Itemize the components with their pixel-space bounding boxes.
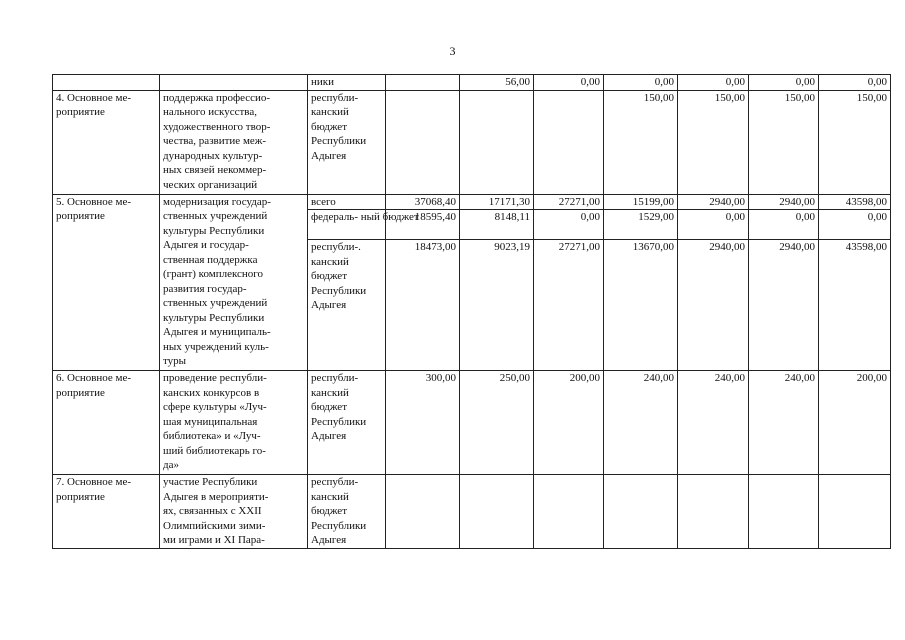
value-cell: 2940,00 [678, 194, 749, 210]
value-cell: 37068,40 [386, 194, 460, 210]
value-cell [386, 90, 460, 194]
table-row-activity-4 [53, 90, 891, 194]
value-cell: 27271,00 [534, 240, 604, 371]
source-cell: федераль- ный бюджет [308, 210, 386, 240]
name-cell: 5. Основное ме- роприятие [53, 194, 160, 371]
value-cell: 18595,40 [386, 210, 460, 240]
table-row-activity-7 [53, 475, 891, 549]
name-cell: 6. Основное ме- роприятие [53, 371, 160, 475]
value-cell [534, 475, 604, 549]
value-cell: 8148,11 [460, 210, 534, 240]
value-cell: 0,00 [534, 75, 604, 91]
value-cell: 150,00 [604, 90, 678, 194]
value-cell: 240,00 [749, 371, 819, 475]
value-cell: 300,00 [386, 371, 460, 475]
value-cell: 43598,00 [819, 240, 891, 371]
value-cell: 0,00 [534, 210, 604, 240]
value-cell: 13670,00 [604, 240, 678, 371]
value-cell [819, 475, 891, 549]
value-cell [678, 475, 749, 549]
source-cell: республи- канский бюджет Республики Адыгея [308, 90, 386, 194]
value-cell: 150,00 [678, 90, 749, 194]
description-cell: модернизация государ- ственных учреждений культуры Республики Адыгея и государ- ственная поддержка (грант) комплексного развития государ- ственных учреждений культуры Республики Адыгея и муниципаль- ных учреждений куль- туры [160, 194, 308, 371]
description-cell [160, 75, 308, 91]
table-row-continued [53, 75, 891, 91]
value-cell: 2940,00 [749, 240, 819, 371]
value-cell: 0,00 [819, 75, 891, 91]
value-cell: 0,00 [678, 210, 749, 240]
value-cell: 240,00 [604, 371, 678, 475]
table-row-activity-6 [53, 371, 891, 475]
value-cell: 0,00 [819, 210, 891, 240]
name-cell [53, 75, 160, 91]
value-cell: 1529,00 [604, 210, 678, 240]
value-cell: 0,00 [749, 75, 819, 91]
value-cell: 15199,00 [604, 194, 678, 210]
source-cell: республи-. канский бюджет Республики Адыгея [308, 240, 386, 371]
value-cell: 0,00 [604, 75, 678, 91]
description-cell: проведение республи- канских конкурсов в сфере культуры «Луч- шая муниципальная библиотека» и «Луч- ший библиотекарь го- да» [160, 371, 308, 475]
budget-table [52, 74, 891, 549]
value-cell: 0,00 [678, 75, 749, 91]
value-cell: 150,00 [819, 90, 891, 194]
value-cell: 250,00 [460, 371, 534, 475]
value-cell [460, 90, 534, 194]
value-cell: 17171,30 [460, 194, 534, 210]
source-cell: республи- канский бюджет Республики Адыгея [308, 371, 386, 475]
value-cell: 9023,19 [460, 240, 534, 371]
name-cell: 7. Основное ме- роприятие [53, 475, 160, 549]
value-cell: 43598,00 [819, 194, 891, 210]
value-cell: 240,00 [678, 371, 749, 475]
value-cell: 27271,00 [534, 194, 604, 210]
value-cell: 56,00 [460, 75, 534, 91]
source-cell: республи- канский бюджет Республики Адыгея [308, 475, 386, 549]
name-cell: 4. Основное ме- роприятие [53, 90, 160, 194]
source-cell: всего [308, 194, 386, 210]
value-cell: 0,00 [749, 210, 819, 240]
value-cell: 18473,00 [386, 240, 460, 371]
value-cell [749, 475, 819, 549]
value-cell: 2940,00 [678, 240, 749, 371]
table-row-activity-5-total [53, 194, 891, 210]
value-cell: 200,00 [819, 371, 891, 475]
description-cell: участие Республики Адыгея в мероприяти- ях, связанных с XXII Олимпийскими зими- ми играми и XI Пара- [160, 475, 308, 549]
value-cell: 150,00 [749, 90, 819, 194]
source-cell: ники [308, 75, 386, 91]
value-cell [604, 475, 678, 549]
value-cell: 200,00 [534, 371, 604, 475]
value-cell [386, 75, 460, 91]
value-cell: 2940,00 [749, 194, 819, 210]
value-cell [460, 475, 534, 549]
value-cell [534, 90, 604, 194]
description-cell: поддержка профессио- нального искусства, художественного твор- чества, развитие меж- дународных культур- ных связей некоммер- ческих организаций [160, 90, 308, 194]
page-number: 3 [449, 44, 456, 58]
value-cell [386, 475, 460, 549]
